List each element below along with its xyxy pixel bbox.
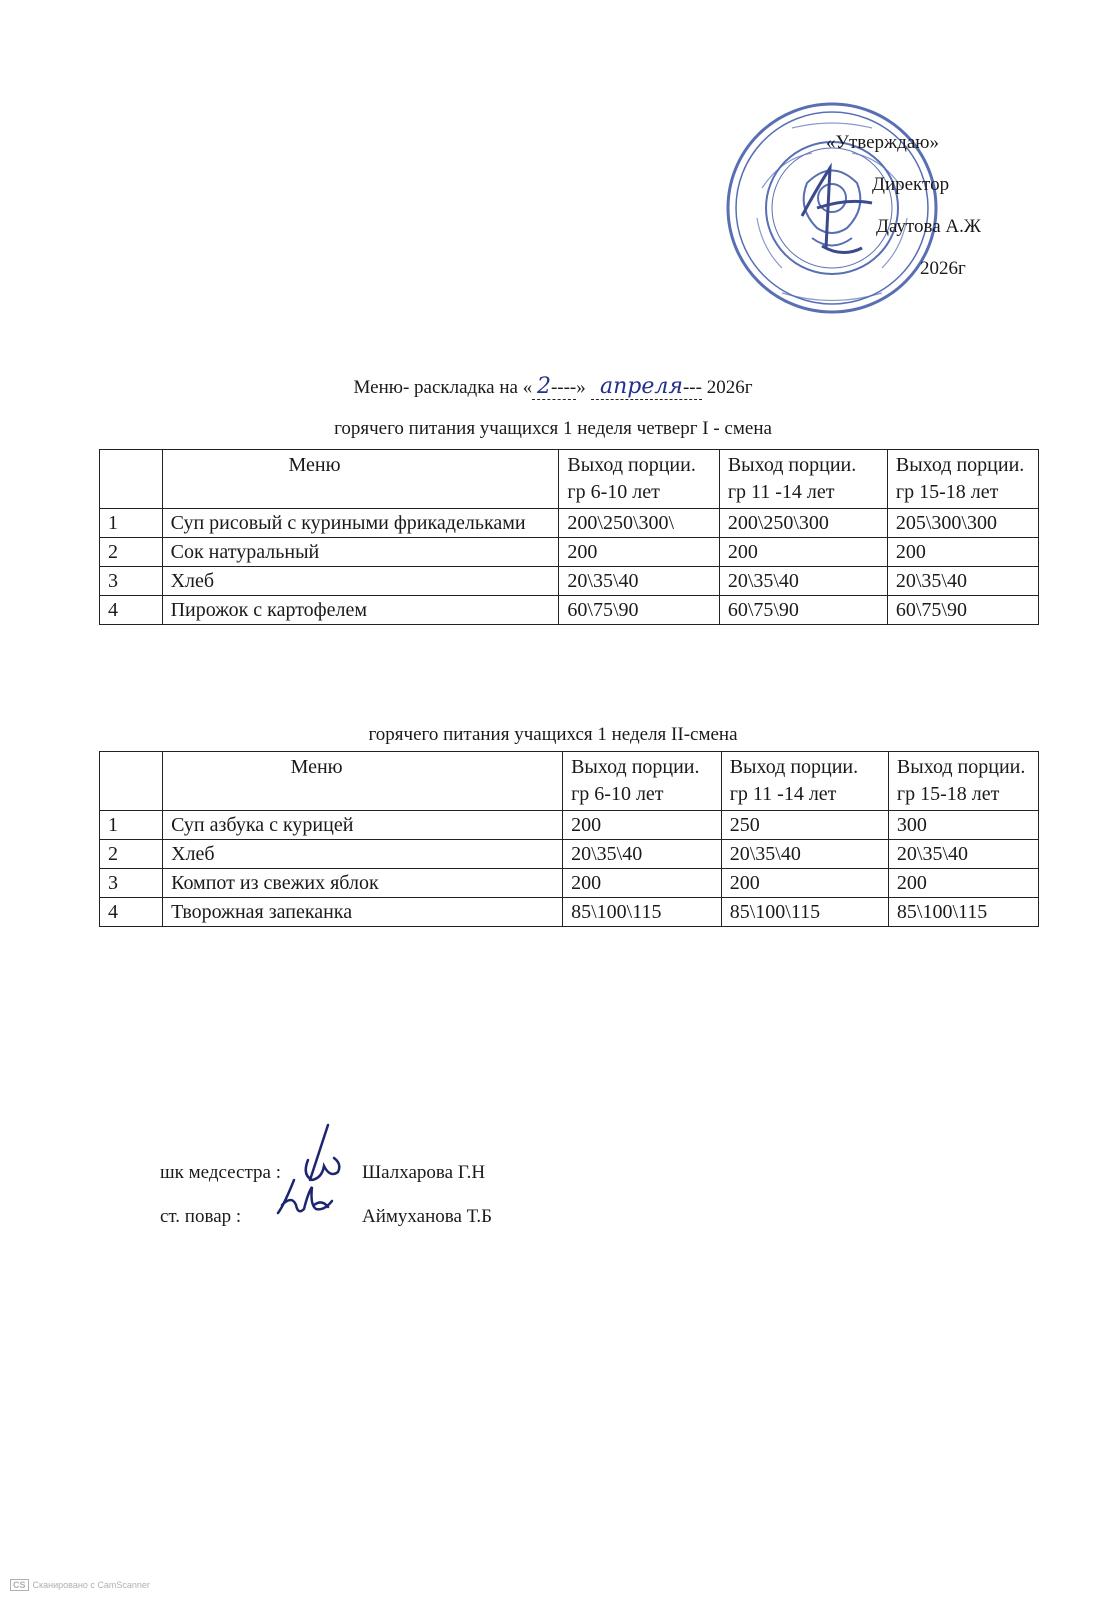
shift2-title: горячего питания учащихся 1 неделя II-смена xyxy=(368,724,738,745)
table-row xyxy=(100,840,1039,869)
portion-group2: 60\75\90 xyxy=(719,596,887,625)
row-number: 4 xyxy=(100,898,163,927)
dish-name: Суп рисовый с куриными фрикадельками xyxy=(162,509,559,538)
shift1-title: горячего питания учащихся 1 неделя четверг I - смена xyxy=(334,418,772,439)
portion-group2: 200\250\300 xyxy=(719,509,887,538)
portion-group3: 300 xyxy=(888,811,1038,840)
date-year: 2026г xyxy=(706,377,753,398)
portion-group1: 200\250\300\ xyxy=(559,509,719,538)
approval-name: Даутова А.Ж xyxy=(876,216,981,237)
col-group3-header: Выход порции. гр 15-18 лет xyxy=(888,752,1038,811)
dish-name: Хлеб xyxy=(162,567,559,596)
portion-group3: 60\75\90 xyxy=(887,596,1038,625)
dish-name: Компот из свежих яблок xyxy=(163,869,563,898)
cook-signature-icon xyxy=(274,1175,336,1220)
portion-group2: 20\35\40 xyxy=(719,567,887,596)
portion-group3: 200 xyxy=(888,869,1038,898)
scanner-watermark xyxy=(10,1580,150,1590)
portion-group1: 20\35\40 xyxy=(559,567,719,596)
row-number: 2 xyxy=(100,538,163,567)
row-number: 4 xyxy=(100,596,163,625)
col-number-header xyxy=(100,450,163,509)
table-row xyxy=(100,567,1039,596)
portion-group2: 200 xyxy=(721,869,888,898)
portion-group2: 200 xyxy=(719,538,887,567)
nurse-label: шк медсестра : xyxy=(160,1162,281,1183)
table-row xyxy=(100,811,1039,840)
row-number: 1 xyxy=(100,509,163,538)
portion-group1: 20\35\40 xyxy=(563,840,722,869)
portion-group1: 200 xyxy=(563,811,722,840)
table-row xyxy=(100,509,1039,538)
row-number: 3 xyxy=(100,567,163,596)
table-header-row xyxy=(100,450,1039,509)
date-month: апреля xyxy=(600,374,683,399)
col-menu-header: Меню xyxy=(162,450,559,509)
scanner-text: Сканировано с CamScanner xyxy=(32,1580,150,1590)
date-day: 2 xyxy=(536,374,551,399)
row-number: 2 xyxy=(100,840,163,869)
dish-name: Пирожок с картофелем xyxy=(162,596,559,625)
table-row xyxy=(100,898,1039,927)
portion-group1: 200 xyxy=(563,869,722,898)
col-menu-header: Меню xyxy=(163,752,563,811)
row-number: 1 xyxy=(100,811,163,840)
portion-group2: 85\100\115 xyxy=(721,898,888,927)
table-row xyxy=(100,869,1039,898)
cook-label: ст. повар : xyxy=(160,1206,242,1227)
page-title: Меню- раскладка на « 2----» апреля--- 2026г xyxy=(353,374,753,399)
dish-name: Хлеб xyxy=(163,840,563,869)
portion-group3: 205\300\300 xyxy=(887,509,1038,538)
scanner-logo: CS xyxy=(10,1579,29,1591)
nurse-name: Шалхарова Г.Н xyxy=(362,1162,486,1183)
approval-heading: «Утверждаю» xyxy=(826,132,939,153)
cook-name: Аймуханова Т.Б xyxy=(362,1206,493,1227)
table-row xyxy=(100,538,1039,567)
portion-group1: 200 xyxy=(559,538,719,567)
col-group1-header: Выход порции. гр 6-10 лет xyxy=(559,450,719,509)
date-month-field: апреля--- xyxy=(591,374,702,400)
dish-name: Суп азбука с курицей xyxy=(163,811,563,840)
portion-group3: 200 xyxy=(887,538,1038,567)
row-number: 3 xyxy=(100,869,163,898)
portion-group2: 20\35\40 xyxy=(721,840,888,869)
col-number-header xyxy=(100,752,163,811)
shift2-menu-table xyxy=(99,751,1039,927)
portion-group3: 85\100\115 xyxy=(888,898,1038,927)
approval-block xyxy=(820,122,1020,290)
col-group2-header: Выход порции. гр 11 -14 лет xyxy=(721,752,888,811)
portion-group2: 250 xyxy=(721,811,888,840)
table-header-row xyxy=(100,752,1039,811)
shift1-menu-table xyxy=(99,449,1039,625)
col-group1-header: Выход порции. гр 6-10 лет xyxy=(563,752,722,811)
title-prefix: Меню- раскладка на xyxy=(353,377,518,398)
portion-group3: 20\35\40 xyxy=(887,567,1038,596)
col-group3-header: Выход порции. гр 15-18 лет xyxy=(887,450,1038,509)
portion-group1: 85\100\115 xyxy=(563,898,722,927)
portion-group3: 20\35\40 xyxy=(888,840,1038,869)
approval-year: 2026г xyxy=(920,258,966,279)
approval-position: Директор xyxy=(872,174,950,195)
dish-name: Сок натуральный xyxy=(162,538,559,567)
portion-group1: 60\75\90 xyxy=(559,596,719,625)
table-row xyxy=(100,596,1039,625)
dish-name: Творожная запеканка xyxy=(163,898,563,927)
date-day-field: 2---- xyxy=(532,374,576,400)
col-group2-header: Выход порции. гр 11 -14 лет xyxy=(719,450,887,509)
